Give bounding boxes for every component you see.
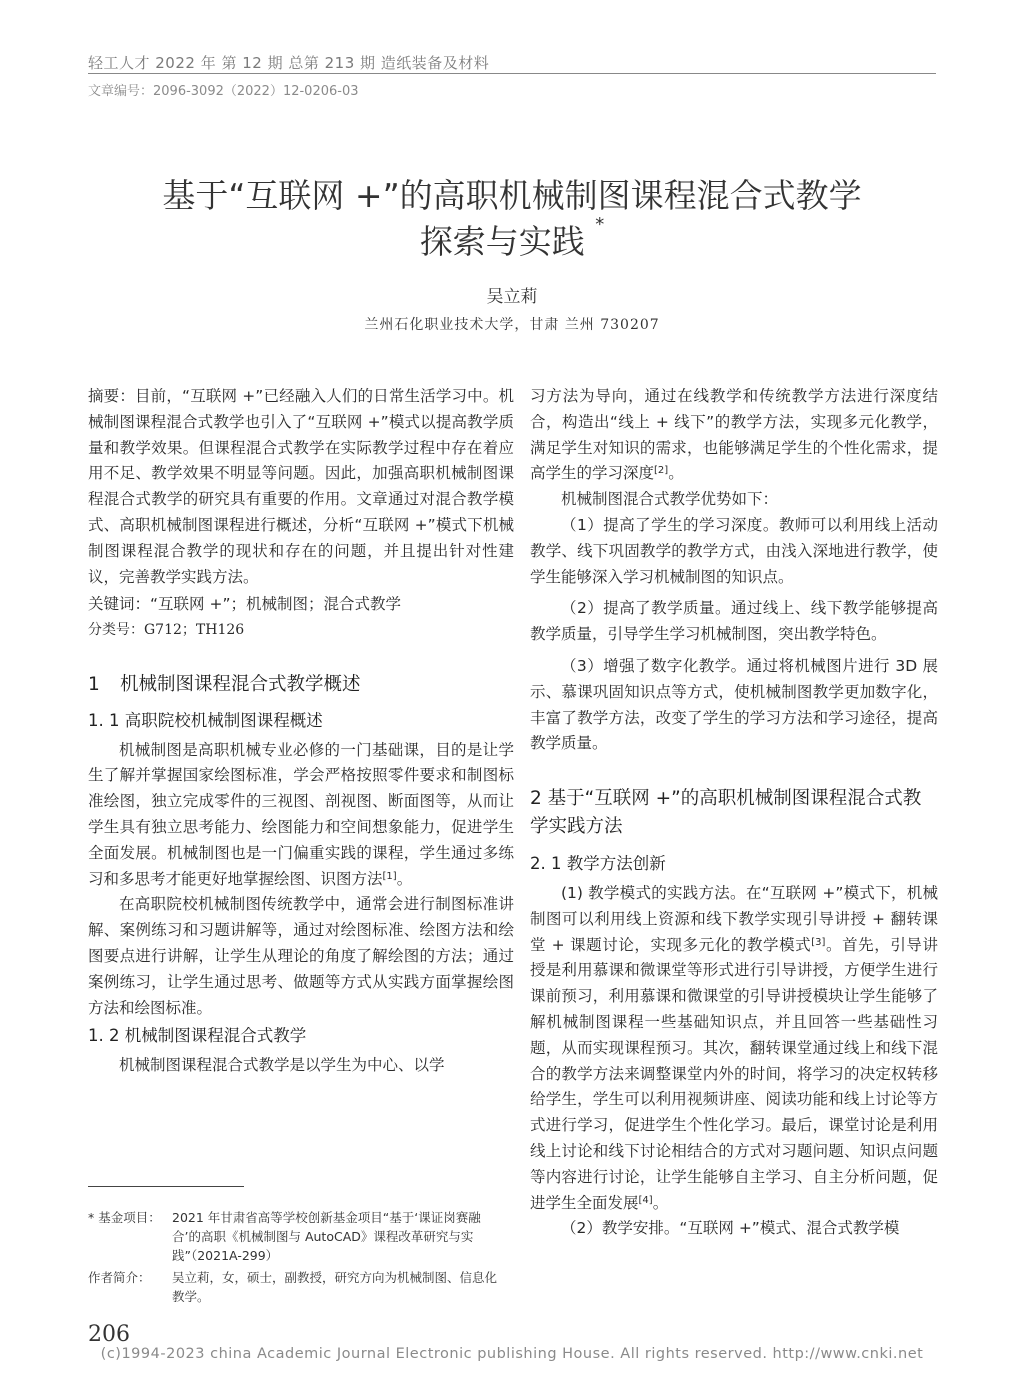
paragraph: 在高职院校机械制图传统教学中，通常会进行制图标准讲解、案例练习和习题讲解等，通过对绘图标准、绘图方法和绘图要点进行讲解，让学生从理论的角度了解绘图的方法；通过案例练习，让学生通过思考、做题等方式从实践方面掌握绘图方法和绘图标准。 [88,895,514,1017]
paragraph-text: (1) 教学模式的实践方法。在“互联网 +”模式下，机械制图可以利用线上资源和线下教学实现引导讲授 + 翻转课堂 + 课题讨论，实现多元化的教学模式 [530,883,938,954]
title-line-2-text: 探索与实践 [419,222,585,261]
section-1-title: 机械制图课程混合式教学概述 [120,673,361,695]
footnote-author-label: 作者简介： [88,1270,151,1285]
list-item: （1）提高了学生的学习深度。教师可以利用线上活动教学、线下巩固教学的教学方式，由浅入深地进行教学，使学生能够深入学习机械制图的知识点。 [530,515,938,586]
header-rule [88,73,936,74]
author-name: 吴立莉 [486,287,538,307]
footnote-fund-label: * 基金项目： [88,1210,161,1225]
citation: [1] [382,870,397,882]
paragraph [88,738,514,893]
paragraph: 机械制图课程混合式教学是以学生为中心、以学 [119,1056,445,1075]
footnote-fund [88,1208,498,1265]
citation: [3] [811,936,826,948]
paragraph [530,384,938,487]
abstract: 摘要：目前，“互联网 +”已经融入人们的日常生活学习中。机械制图课程混合式教学也引入了“互联网 +”模式以提高教学质量和教学效果。但课程混合式教学在实际教学过程中存在着应用不足、教学效果不明显等问题。因此，加强高职机械制图课程混合式教学的研究具有重要的作用。文章通过对混合教学模式、高职机械制图课程进行概述，分析“互联网 +”模式下机械制图课程混合教学的现状和存在的问题，并且提出针对性建议，完善教学实践方法。 [88,387,514,586]
subsection-2-1-heading: 2. 1 教学方法创新 [530,854,666,874]
journal-header: 轻工人才 2022 年 第 12 期 总第 213 期 造纸装备及材料 [88,54,490,72]
paragraph-text-cont: 。首先，引导讲授是利用慕课和微课堂等形式进行引导讲授，方便学生进行课前预习，利用慕课和微课堂的引导讲授模块让学生能够了解机械制图课程一些基础知识点，并且回答一些基础性习题，从而实现课程预习。其次，翻转课堂通过线上和线下混合的教学方法来调整课堂内外的时间，将学习的决定权转移给学生，学生可以利用视频讲座、阅读功能和线上讨论等方式进行学习，促进学生个性化学习。最后，课堂讨论是利用线上讨论和线下讨论相结合的方式对习题问题、知识点问题等内容进行讨论，让学生能够自主学习、自主分析问题，促进学生全面发展 [530,935,938,1212]
title-line-2 [0,216,1024,263]
class-number: 分类号：G712；TH126 [88,622,245,639]
keywords: 关键词：“互联网 +”；机械制图；混合式教学 [88,595,401,614]
section-1-number: 1 [88,673,100,695]
footnote-rule [88,1186,244,1187]
paragraph [530,881,938,1216]
article-number: 文章编号：2096-3092（2022）12-0206-03 [88,84,359,99]
page-number: 206 [88,1322,130,1347]
paragraph-end: 。 [652,1193,669,1212]
subsection-1-1-heading: 1. 1 高职院校机械制图课程概述 [88,710,323,730]
section-2-heading: 2 基于“互联网 +”的高职机械制图课程混合式教学实践方法 [530,788,922,838]
section-1-heading [88,672,514,698]
title-footnote-mark: * [595,214,605,235]
list-item: （3）增强了数字化教学。通过将机械图片进行 3D 展示、慕课巩固知识点等方式，使机械制图教学更加数字化，丰富了教学方法，改变了学生的学习方法和学习途径，提高教学质量。 [530,656,938,753]
right-column [530,384,938,1242]
paragraph: （2）教学安排。“互联网 +”模式、混合式教学模 [561,1219,900,1238]
paragraph-end: 。 [668,464,684,483]
copyright-footer: (c)1994-2023 china Academic Journal Electronic publishing House. All rights reserved. http://www.cnki.net [100,1346,924,1362]
paragraph-end: 。 [396,869,413,888]
title-line-1: 基于“互联网 +”的高职机械制图课程混合式教学 [162,176,862,215]
paragraph-text: 机械制图是高职机械专业必修的一门基础课，目的是让学生了解并掌握国家绘图标准，学会严格按照零件要求和制图标准绘图，独立完成零件的三视图、剖视图、断面图等，从而让学生具有独立思考能力、绘图能力和空间想象能力，促进学生全面发展。机械制图也是一门偏重实践的课程，学生通过多练习和多思考才能更好地掌握绘图、识图方法 [88,740,514,888]
paragraph-text: 习方法为导向，通过在线教学和传统教学方法进行深度结合，构造出“线上 + 线下”的教学方法，实现多元化教学，满足学生对知识的需求，也能够满足学生的个性化需求，提高学生的学习深度 [530,387,938,483]
author-affiliation: 兰州石化职业技术大学，甘肃 兰州 730207 [364,317,660,333]
citation: [4] [638,1194,653,1206]
left-column [88,384,514,1079]
footnote-fund-text: 2021 年甘肃省高等学校创新基金项目“基于‘课证岗赛融合’的高职《机械制图与 AutoCAD》课程改革研究与实践”（2021A-299） [172,1210,481,1263]
footnote-author-text: 吴立莉，女，硕士，副教授，研究方向为机械制图、信息化教学。 [172,1270,498,1304]
list-item: （2）提高了教学质量。通过线上、线下教学能够提高教学质量，引导学生学习机械制图，突出教学特色。 [530,599,938,644]
paragraph: 机械制图混合式教学优势如下： [561,490,779,509]
citation: [2] [654,465,669,477]
footnote-author [88,1268,498,1306]
subsection-1-2-heading: 1. 2 机械制图课程混合式教学 [88,1026,307,1046]
